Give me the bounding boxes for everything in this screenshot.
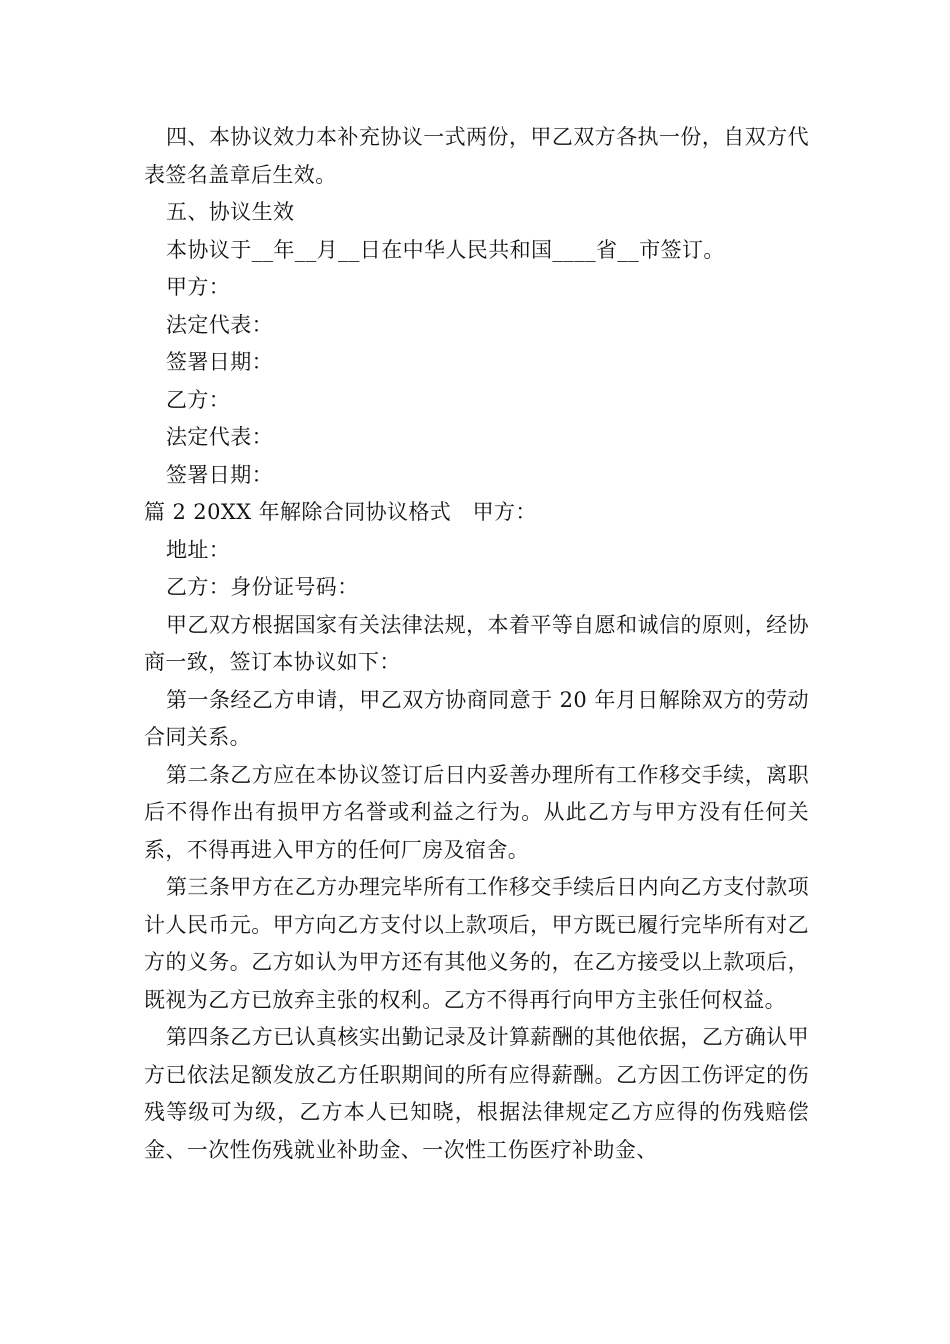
party-b-id-label: 乙方：身份证号码： <box>166 575 359 599</box>
paragraph-article-2: 第二条乙方应在本协议签订后日内妥善办理所有工作移交手续，离职后不得作出有损甲方名誉或利益之行为。从此乙方与甲方没有任何关系，不得再进入甲方的任何厂房及宿舍。 <box>144 762 809 862</box>
paragraph-article-3: 第三条甲方在乙方办理完毕所有工作移交手续后日内向乙方支付款项计人民币元。甲方向乙方支付以上款项后，甲方既已履行完毕所有对乙方的义务。乙方如认为甲方还有其他义务的，在乙方接受以上款项后，既视为乙方已放弃主张的权利。乙方不得再行向甲方主张任何权益。 <box>144 875 809 1012</box>
paragraph-article-1: 第一条经乙方申请，甲乙双方协商同意于 20 年月日解除双方的劳动合同关系。 <box>144 687 809 749</box>
party-a-legal-rep-label: 法定代表： <box>166 312 273 337</box>
paragraph-clause-5-heading: 五、协议生效 <box>166 200 295 224</box>
paragraph-clause-4: 四、本协议效力本补充协议一式两份，甲乙双方各执一份，自双方代表签名盖章后生效。 <box>144 125 809 187</box>
party-a-sign-date-label: 签署日期： <box>166 350 273 374</box>
paragraph-article-4: 第四条乙方已认真核实出勤记录及计算薪酬的其他依据，乙方确认甲方已依法足额发放乙方任职期间的所有应得薪酬。乙方因工伤评定的伤残等级可为级，乙方本人已知晓，根据法律规定乙方应得的伤残赔偿金、一次性伤残就业补助金、一次性工伤医疗补助金、 <box>144 1025 809 1162</box>
paragraph-preamble: 甲乙双方根据国家有关法律法规，本着平等自愿和诚信的原则，经协商一致，签订本协议如下： <box>144 612 809 674</box>
party-b-sign-date-label: 签署日期： <box>166 462 273 487</box>
party-b-legal-rep-label: 法定代表： <box>166 425 273 449</box>
document-body <box>144 119 809 1169</box>
section-2-title: 篇 2 20XX 年解除合同协议格式 甲方： <box>144 500 537 524</box>
party-a-label: 甲方： <box>166 275 231 299</box>
address-label: 地址： <box>166 537 231 562</box>
paragraph-signing-place: 本协议于__年__月__日在中华人民共和国____省__市签订。 <box>166 237 725 262</box>
party-b-label: 乙方： <box>166 387 231 412</box>
